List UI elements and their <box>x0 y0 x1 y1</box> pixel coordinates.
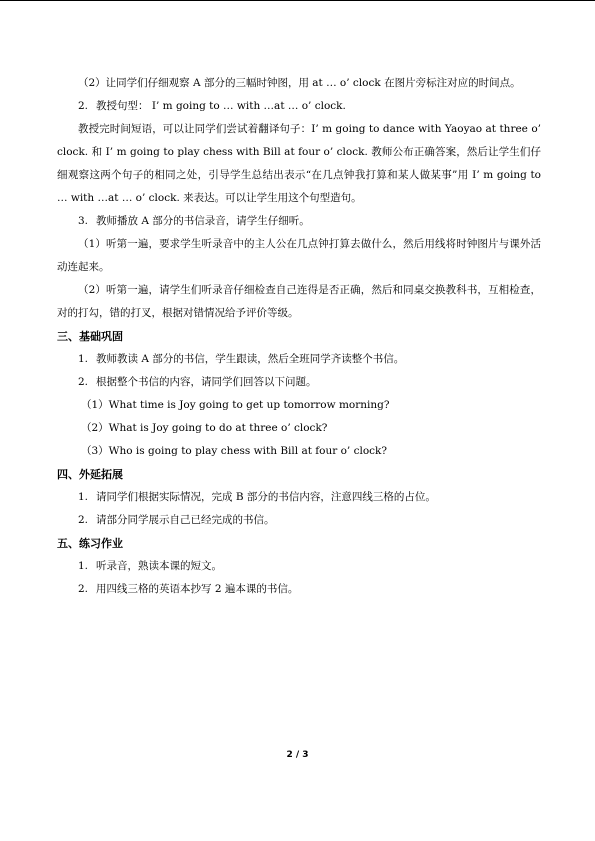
item-text: 听录音，熟读本课的短文。 <box>96 560 222 572</box>
paragraph-first-listen: （1）听第一遍，要求学生听录音中的主人公在几点钟打算去做什么，然后用线将时钟图片与课外活动连起来。 <box>57 238 541 273</box>
item-text: 教师教读 A 部分的书信，学生跟读，然后全班同学齐读整个书信。 <box>96 353 405 365</box>
question-3: （3）Who is going to play chess with Bill at four o’ clock? <box>81 445 388 457</box>
item-number: 1. <box>78 353 89 365</box>
paragraph-translate: 教授完时间短语，可以让同学们尝试着翻译句子：I’ m going to dance with Yaoyao at three o’ clock. 和 I’ m going to play chess with Bill at four o’ clock. 教师公布正确答案，然后让学生们仔细观察这两个句子的相同之处，引导学生总结出表示“在几点钟我打算和某人做某事”用 I’ m going to … with …at … o’ clock. 来表达。可以让学生用这个句型造句。 <box>57 123 541 204</box>
list-item-show-letter <box>57 509 541 532</box>
item-text: 请部分同学展示自己已经完成的书信。 <box>96 514 275 526</box>
item-text: 根据整个书信的内容，请同学们回答以下问题。 <box>96 376 317 388</box>
section-heading-homework: 五、练习作业 <box>57 537 123 550</box>
list-item-copy-letter <box>57 578 541 601</box>
list-item-complete-letter <box>57 486 541 509</box>
list-item-read-letter <box>57 348 541 371</box>
page-number: 2 / 3 <box>286 750 309 760</box>
item-number: 1. <box>78 491 89 503</box>
paragraph-second-listen: （2）听第一遍，请学生们听录音仔细检查自己连得是否正确，然后和同桌交换教科书，互相检查，对的打勾，错的打叉，根据对错情况给予评价等级。 <box>57 284 541 319</box>
item-text: 用四线三格的英语本抄写 2 遍本课的书信。 <box>96 583 299 595</box>
document-body <box>57 72 541 601</box>
item-text: 教授句型： I’ m going to … with …at … o’ clock. <box>96 100 346 112</box>
item-text: 请同学们根据实际情况，完成 B 部分的书信内容，注意四线三格的占位。 <box>96 491 436 503</box>
item-number: 2. <box>78 100 89 112</box>
list-item-listen-read <box>57 555 541 578</box>
section-heading-consolidation: 三、基础巩固 <box>57 330 123 343</box>
item-text: 教师播放 A 部分的书信录音，请学生仔细听。 <box>96 215 310 227</box>
question-1: （1）What time is Joy going to get up tomorrow morning? <box>81 399 390 411</box>
item-number: 2. <box>78 514 89 526</box>
item-number: 1. <box>78 560 89 572</box>
paragraph-observe-clocks: （2）让同学们仔细观察 A 部分的三幅时钟图，用 at … o’ clock 在图片旁标注对应的时间点。 <box>78 77 521 89</box>
section-heading-extension: 四、外延拓展 <box>57 468 123 481</box>
question-2: （2）What is Joy going to do at three o’ clock? <box>81 422 328 434</box>
list-item-teach-pattern <box>57 95 541 118</box>
list-item-answer-questions <box>57 371 541 394</box>
list-item-play-recording <box>57 210 541 233</box>
item-number: 3. <box>78 215 89 227</box>
item-number: 2. <box>78 376 89 388</box>
header-rule <box>0 0 595 1</box>
item-number: 2. <box>78 583 89 595</box>
